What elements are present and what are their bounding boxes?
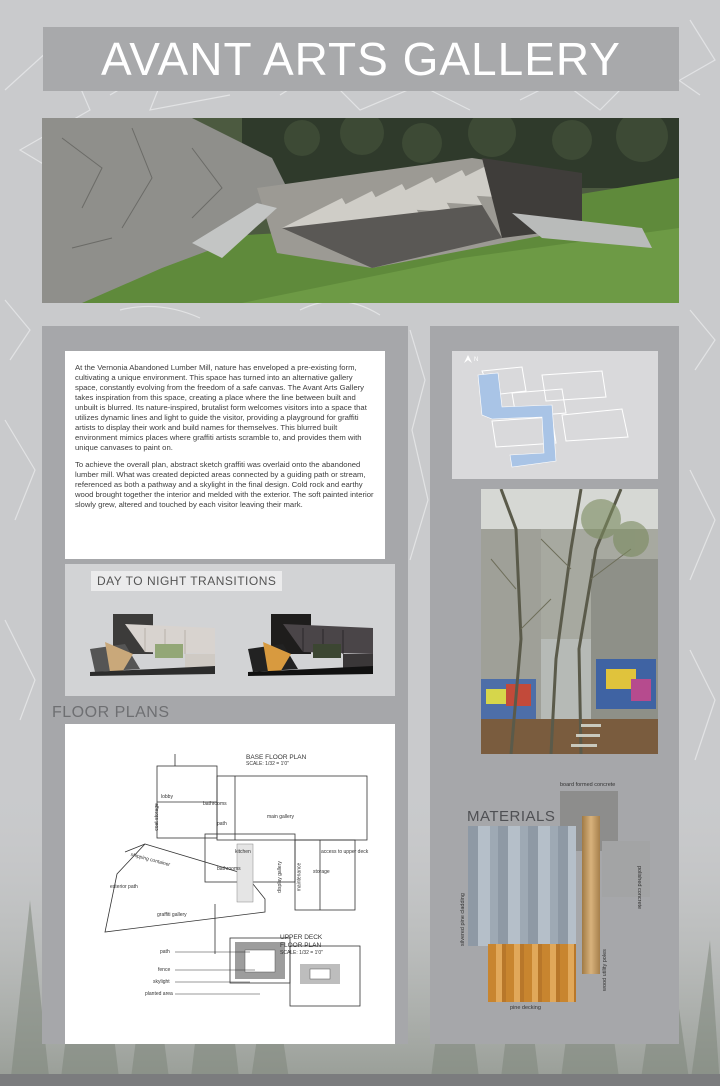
site-plan-diagram (452, 351, 658, 479)
upper-plan-title-2: FLOOR PLAN (280, 942, 322, 949)
plan-label-shipping: shipping container (129, 851, 171, 869)
north-arrow-icon (464, 355, 478, 363)
plan-label-storage: storage (313, 869, 330, 875)
plan-label-kitchen: kitchen (235, 849, 251, 855)
plan-label-access: access to upper deck (321, 849, 369, 855)
upper-plan-title-1: UPPER DECK (280, 934, 323, 941)
material-label-polished: polished concrete (636, 866, 642, 910)
legend-fence: fence (158, 967, 171, 973)
legend-planted: planted area (145, 991, 173, 997)
left-column-panel (42, 326, 408, 1044)
base-plan-scale: SCALE: 1/32 = 1'0" (246, 761, 289, 767)
swatch-wood-utility-poles (582, 816, 600, 974)
legend-skylight: skylight (153, 979, 170, 985)
material-label-board-formed: board formed concrete (560, 782, 616, 788)
poster-title: AVANT ARTS GALLERY (101, 33, 621, 85)
project-description (65, 351, 385, 559)
plan-label-graffiti-gallery: graffiti gallery (157, 912, 187, 918)
floor-plan-drawing (65, 724, 395, 1044)
plan-label-bathrooms-bottom: bathrooms (217, 866, 241, 872)
plan-label-maintenance: maintenance (296, 862, 303, 892)
plan-label-main-gallery: main gallery (267, 814, 294, 820)
floor-plans-heading: FLOOR PLANS (52, 704, 170, 721)
legend-path: path (160, 949, 170, 955)
description-paragraph-2: To achieve the overall plan, abstract sketch graffiti was overlaid onto the abandoned lumber mill. What was created depicted areas connected by a guiding path or stream, referenced as both a pathway and a skylight in the final design. Cold rock and earthy wood brought together the interior and melded with the exterior. The soft painted interior slowly grew, altered and touched by each visitor leaving their mark. (75, 460, 374, 509)
plan-label-lobby: lobby (161, 794, 173, 800)
plan-label-bathrooms-top: bathrooms (203, 801, 227, 807)
plan-label-path: path (217, 821, 227, 827)
night-render (243, 604, 378, 679)
material-label-decking: pine decking (510, 1005, 541, 1011)
swatch-pine-decking (488, 944, 576, 1002)
description-paragraph-1: At the Vernonia Abandoned Lumber Mill, nature has enveloped a pre-existing form, cultivating a unique environment. This space has turned into an alternative gallery space, constantly evolving from the freedom of a safe canvas. The Avant Arts Gallery takes inspiration from this space, creating a place where the line between built and unbuilt is blurred. Its nature-inspired, brutalist form welcomes visitors into a space that utilizes dynamic lines and light to guide the visitor, providing a playground for graffiti artists to display their work and build names for themselves. This blurred built environment mimics places where graffiti artists scramble to, and provides them with unique canvases to paint on. (75, 363, 367, 452)
day-night-panel (65, 564, 395, 696)
swatch-polished-concrete (602, 841, 650, 897)
day-night-label: DAY TO NIGHT TRANSITIONS (91, 571, 282, 591)
material-label-siding: silvered pine cladding (460, 893, 466, 946)
base-plan-title: BASE FLOOR PLAN (246, 754, 307, 761)
right-column-panel (430, 326, 679, 1044)
svg-text:N: N (474, 357, 479, 363)
material-label-wood-poles: wood utility poles (602, 949, 608, 991)
swatch-silvered-pine-cladding (468, 826, 576, 946)
hero-rendering (42, 118, 679, 303)
bottom-strip (0, 1074, 720, 1086)
title-banner (43, 27, 679, 91)
plan-label-coat-storage: coat storage (153, 803, 160, 831)
day-render (85, 604, 220, 679)
plan-label-exterior-path: exterior path (110, 884, 138, 890)
materials-heading: MATERIALS (467, 808, 556, 825)
site-photo-graffiti-mill (481, 489, 658, 754)
upper-plan-scale: SCALE: 1/32 = 1'0" (280, 950, 323, 956)
plan-label-display-gallery: display gallery (276, 861, 283, 893)
